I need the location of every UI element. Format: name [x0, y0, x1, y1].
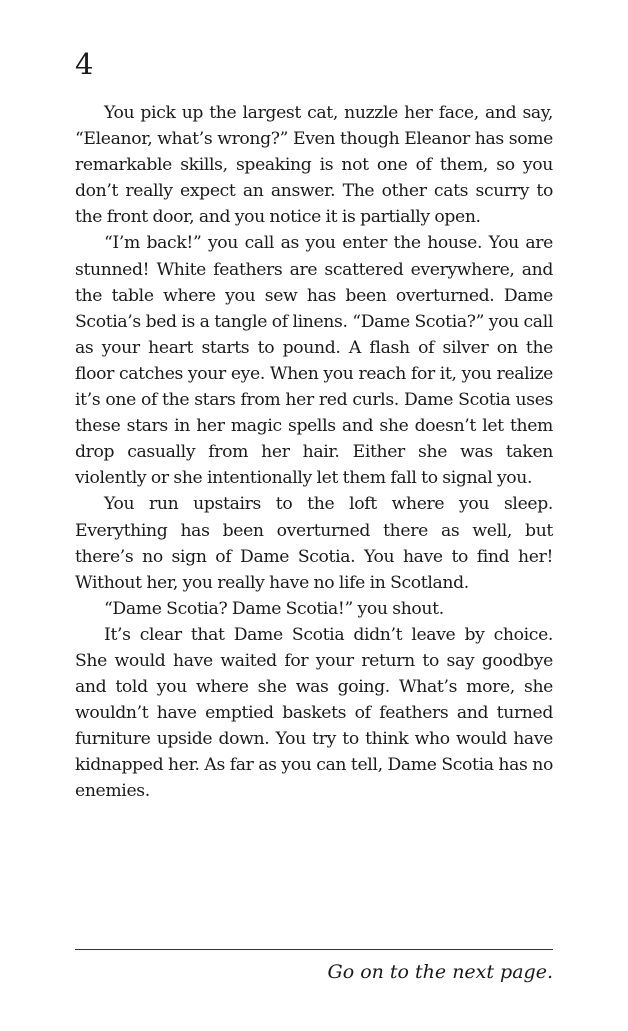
paragraph-5: It’s clear that Dame Scotia didn’t leave by choice. She would have waited for your return to say goodbye and told you where she was going. What’s more, she wouldn’t have emptied baskets of feathers and turned furniture upside down. You try to think who would have kidnapped her. As far as you can tell, Dame Scotia has no enemies. — [75, 624, 553, 802]
footer-divider — [75, 949, 553, 950]
next-page-note: Go on to the next page. — [327, 961, 553, 983]
paragraph-2: “I’m back!” you call as you enter the house. You are stunned! White feathers are scattered everywhere, and the table where you sew has been overturned. Dame Scotia’s bed is a tangle of linens. “Dame Scotia?” you call as your heart starts to pound. A flash of silver on the floor catches your eye. When you reach for it, you realize it’s one of the stars from her red curls. Dame Scotia uses these stars in her magic spells and she doesn’t let them drop casually from her hair. Either she was taken violently or she intentionally let them fall to signal you. — [75, 233, 553, 489]
story-text — [75, 100, 553, 805]
paragraph-3: You run upstairs to the loft where you sleep. Everything has been overturned there as well, but there’s no sign of Dame Scotia. You have to find her! Without her, you really have no life in Scotland. — [75, 494, 553, 593]
page-number: 4 — [75, 47, 94, 81]
paragraph-4: “Dame Scotia? Dame Scotia!” you shout. — [104, 598, 444, 619]
paragraph-1: You pick up the largest cat, nuzzle her face, and say, “Eleanor, what’s wrong?” Even though Eleanor has some remarkable skills, speaking is not one of them, so you don’t really expect an answer. The other cats scurry to the front door, and you notice it is partially open. — [75, 103, 553, 228]
